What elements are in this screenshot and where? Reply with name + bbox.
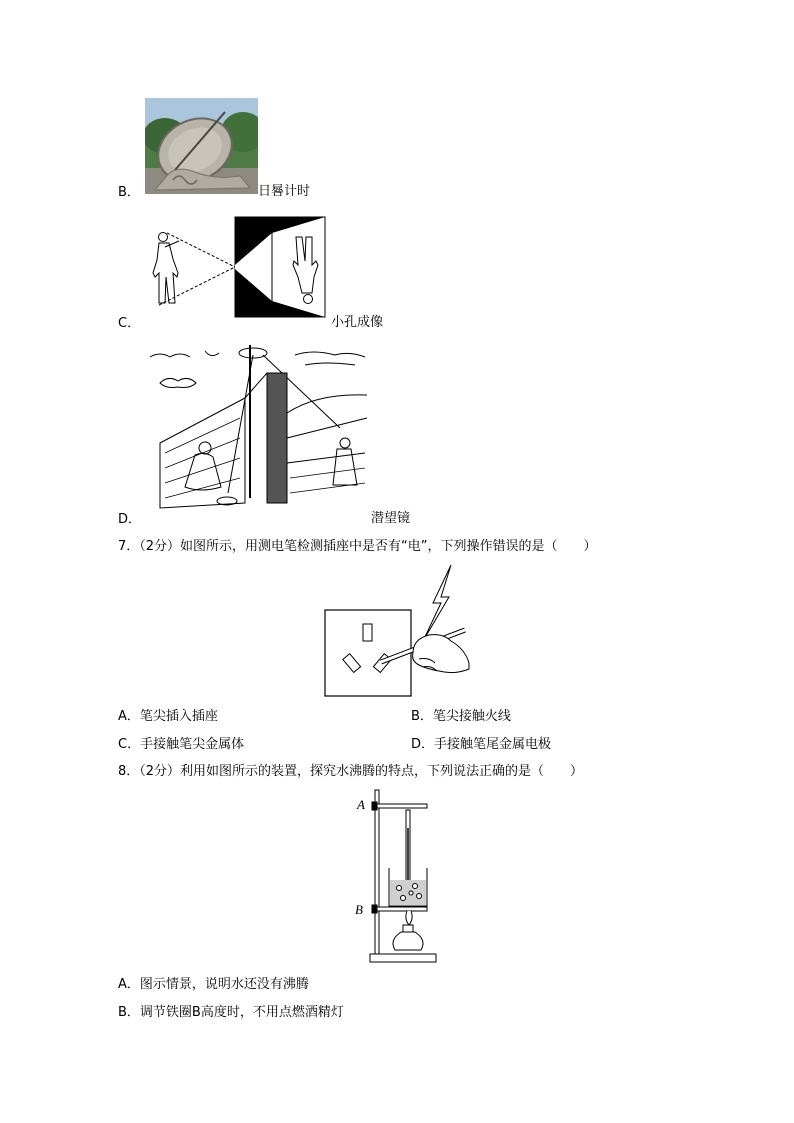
boiling-water-apparatus [355, 788, 440, 968]
question-8-option-b: B．调节铁圈B高度时，不用点燃酒精灯 [118, 1005, 344, 1020]
question-8-stem: 8．（2分）利用如图所示的装置，探究水沸腾的特点，下列说法正确的是（ ） [118, 764, 584, 779]
pinhole-imaging-diagram [145, 215, 330, 320]
periscope-illustration [145, 343, 372, 513]
option-c-letter: C． [118, 316, 141, 331]
option-d-letter: D． [118, 512, 142, 527]
question-8-option-a: A．图示情景，说明水还没有沸腾 [118, 977, 309, 992]
option-b-letter: B． [118, 185, 140, 200]
option-c-caption: 小孔成像 [331, 315, 384, 330]
question-7-option-a: A．笔尖插入插座 [118, 709, 218, 724]
question-7-option-b: B．笔尖接触火线 [411, 709, 511, 724]
test-pen-socket-diagram [323, 563, 473, 700]
question-7-option-d: D．手接触笔尾金属电极 [411, 737, 552, 752]
question-7-option-c: C．手接触笔尖金属体 [118, 737, 245, 752]
clamp-a-label: A [357, 797, 365, 812]
ring-b-label: B [355, 902, 363, 917]
question-7-stem: 7．（2分）如图所示，用测电笔检测插座中是否有“电”，下列操作错误的是（ ） [118, 539, 597, 554]
option-b-caption: 日晷计时 [258, 184, 311, 199]
sundial-photo [145, 98, 258, 194]
option-d-caption: 潜望镜 [371, 511, 411, 526]
